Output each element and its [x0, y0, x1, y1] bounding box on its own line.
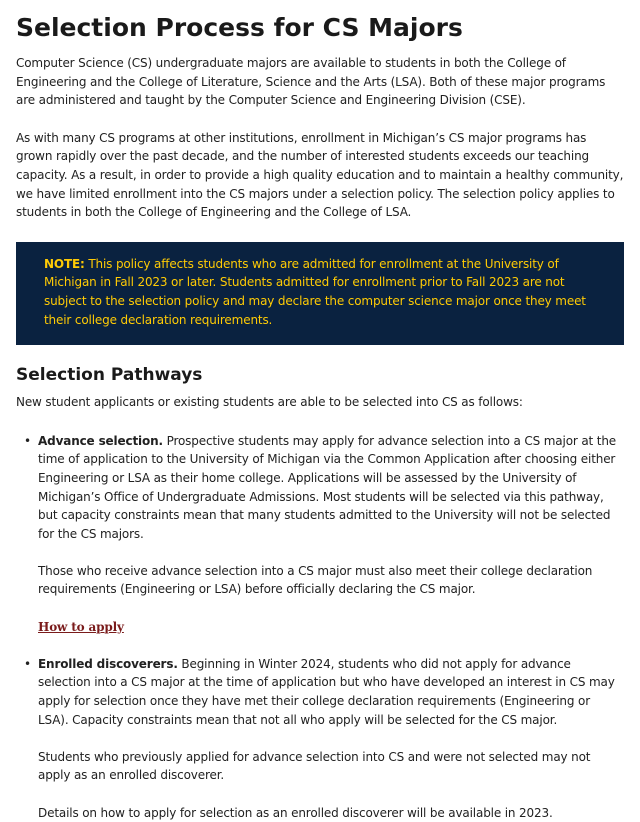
bullet-icon: •	[24, 656, 32, 671]
list-item-follow-up: Details on how to apply for selection as an enrolled discoverer will be available in 2023.	[38, 805, 553, 820]
page-title: Selection Process for CS Majors	[16, 13, 463, 42]
intro-paragraph: Computer Science (CS) undergraduate majors are available to students in both the College of Engineering and the College of Literature, Science and the Arts (LSA). Both of these major programs are administered and taught by the Computer Science and Engineering Division (CSE).	[16, 56, 606, 108]
list-item-text	[38, 655, 624, 729]
list-item-enrolled-discoverers	[24, 655, 624, 822]
note-text: This policy affects students who are admitted for enrollment at the University of Michigan in Fall 2023 or later. Students admitted for enrollment prior to Fall 2023 are not subject to the selection policy and may declare the computer science major once they meet their college declaration requirements.	[44, 256, 586, 327]
intro-paragraph: As with many CS programs at other institutions, enrollment in Michigan’s CS major programs has grown rapidly over the past decade, and the number of interested students exceeds our teaching capacity. As a result, in order to provide a high quality education and to maintain a healthy community, we have limited enrollment into the CS majors under a selection policy. The selection policy applies to students in both the College of Engineering and the College of LSA.	[16, 130, 624, 220]
list-item-description: Prospective students may apply for advance selection into a CS major at the time of application to the University of Michigan via the Common Application after choosing either Engineering or LSA as their home college. Applications will be assessed by the University of Michigan’s Office of Undergraduate Admissions. Most students will be selected via this pathway, but capacity constraints mean that many students admitted to the University will not be selected for the CS majors.	[38, 433, 617, 541]
link-row	[38, 618, 624, 637]
pathways-list	[16, 432, 624, 822]
list-item-text	[38, 432, 624, 544]
section-subtitle: New student applicants or existing students are able to be selected into CS as follows:	[16, 395, 523, 410]
note-callout	[16, 242, 624, 345]
list-item-term: Advance selection.	[38, 433, 163, 448]
section-heading: Selection Pathways	[16, 365, 203, 386]
list-item-description: Beginning in Winter 2024, students who did not apply for advance selection into a CS major at the time of application but who have developed an interest in CS may apply for selection once they have met their college declaration requirements (Engineering or LSA). Capacity constraints mean that not all who apply will be selected for the CS major.	[38, 656, 615, 727]
how-to-apply-link[interactable]: How to apply	[38, 619, 124, 634]
list-item-advance-selection	[24, 432, 624, 637]
list-item-term: Enrolled discoverers.	[38, 656, 178, 671]
bullet-icon: •	[24, 433, 32, 448]
list-item-follow-up: Those who receive advance selection into a CS major must also meet their college declaration requirements (Engineering or LSA) before officially declaring the CS major.	[38, 563, 593, 597]
list-item-follow-up: Students who previously applied for advance selection into CS and were not selected may not apply as an enrolled discoverer.	[38, 749, 591, 783]
note-label: NOTE:	[44, 256, 85, 271]
